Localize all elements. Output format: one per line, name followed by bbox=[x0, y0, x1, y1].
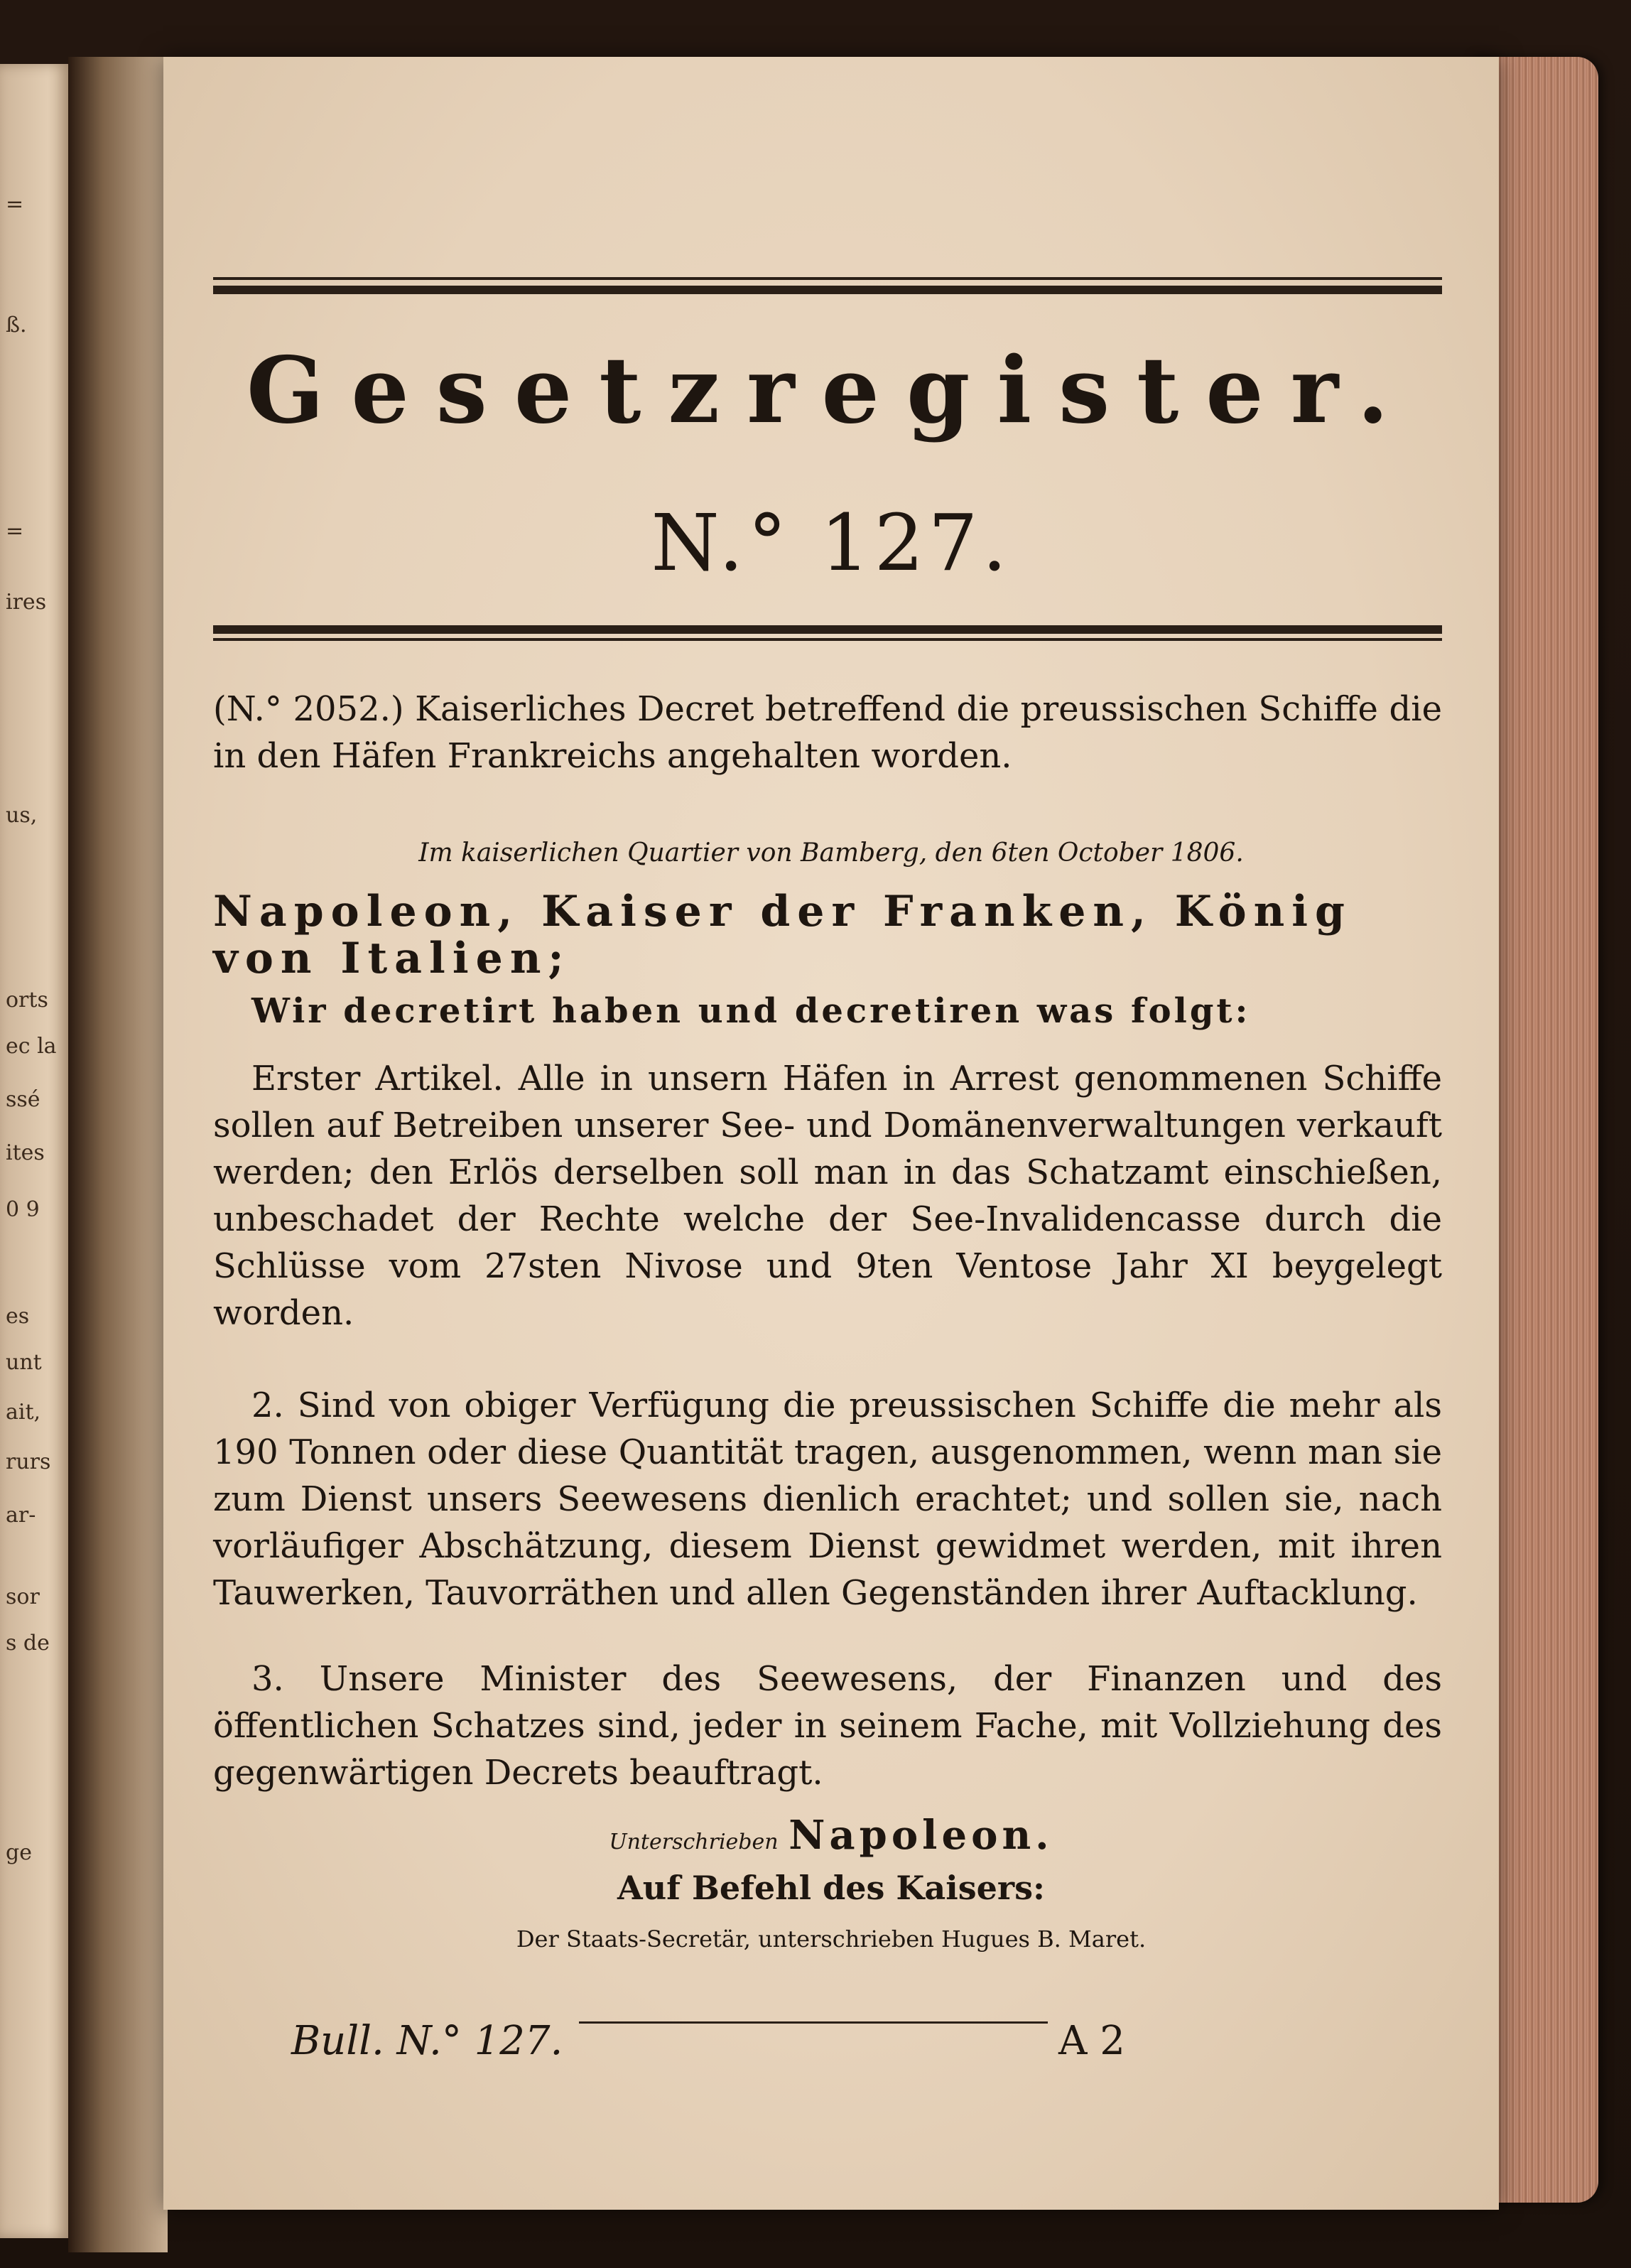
article-2: 2. Sind von obiger Verfügung die preussischen Schiffe die mehr als 190 Tonnen oder diese Quantität tragen, ausgenommen, wenn man sie zum Dienst unsers Seewesens dienlich erachtet; und sollen sie, nach vorläufiger Abschätzung, diesem Dienst gewidmet werden, mit ihren Tauwerken, Tauvorräthen und allen Gegenständen ihrer Auftacklung. bbox=[213, 1386, 1442, 1613]
bulletin-number: Bull. N.° 127. bbox=[291, 2018, 563, 2064]
left-fragment: ec la bbox=[6, 1034, 57, 1059]
gutter-shadow bbox=[68, 57, 168, 2252]
top-rule-thin bbox=[213, 277, 1442, 280]
signature-mark: A 2 bbox=[1058, 2018, 1125, 2064]
decree-intro: (N.° 2052.) Kaiserliches Decret betreffend die preussischen Schiffe die in den Häfen Frankreichs angehalten worden. bbox=[213, 689, 1442, 776]
left-fragment: ge bbox=[6, 1840, 32, 1865]
article-1: Erster Artikel. Alle in unsern Häfen in Arrest genommenen Schiffe sollen auf Betreiben unserer See- und Domänenverwaltungen verkauft werden; den Erlös derselben soll man in das Schatzamt einschießen, unbeschadet der Rechte welche der See-Invalidencasse durch die Schlüsse vom 27sten Nivose und 9ten Ventose Jahr XI beygelegt worden. bbox=[213, 1059, 1442, 1333]
top-rule-thick bbox=[213, 286, 1442, 294]
left-fragment: ß. bbox=[6, 313, 27, 338]
by-order: Auf Befehl des Kaisers: bbox=[617, 1869, 1045, 1907]
left-fragment: ar- bbox=[6, 1503, 36, 1528]
page-title: Gesetzregister. bbox=[246, 338, 1416, 444]
left-fragment: s de bbox=[6, 1631, 50, 1656]
decree-heading: Napoleon, Kaiser der Franken, König von Italien; bbox=[213, 887, 1352, 983]
document-page bbox=[163, 57, 1499, 2210]
footer-rule bbox=[579, 2021, 1048, 2024]
left-fragment: 0 9 bbox=[6, 1197, 40, 1222]
signed-label: Unterschrieben bbox=[609, 1830, 779, 1854]
signed-name: Napoleon. bbox=[789, 1812, 1053, 1859]
left-fragment: es bbox=[6, 1304, 30, 1329]
article-3: 3. Unsere Minister des Seewesens, der Finanzen und des öffentlichen Schatzes sind, jeder in seinem Fache, mit Vollziehung des gegenwärtigen Decrets beauftragt. bbox=[213, 1659, 1442, 1793]
left-fragment: unt bbox=[6, 1350, 42, 1375]
signature-block bbox=[163, 1812, 1499, 1859]
place-date: Im kaiserlichen Quartier von Bamberg, den 6ten October 1806. bbox=[418, 838, 1244, 868]
left-fragment: us, bbox=[6, 803, 38, 828]
secretary-line: Der Staats-Secretär, unterschrieben Hugues B. Maret. bbox=[516, 1926, 1147, 1953]
left-page-fragment bbox=[0, 64, 68, 2238]
left-fragment: ites bbox=[6, 1140, 45, 1165]
issue-number: N.° 127. bbox=[651, 497, 1012, 588]
left-fragment: rurs bbox=[6, 1449, 51, 1474]
left-fragment: = bbox=[6, 519, 24, 544]
mid-rule-thin bbox=[213, 638, 1442, 641]
decree-declaration: Wir decretirt haben und decretiren was folgt: bbox=[251, 991, 1251, 1031]
left-fragment: ait, bbox=[6, 1400, 41, 1425]
left-fragment: ires bbox=[6, 590, 47, 615]
left-fragment: = bbox=[6, 192, 24, 217]
left-fragment: orts bbox=[6, 988, 48, 1012]
left-fragment: ssé bbox=[6, 1087, 40, 1112]
left-fragment: sor bbox=[6, 1584, 40, 1609]
mid-rule-thick bbox=[213, 625, 1442, 634]
